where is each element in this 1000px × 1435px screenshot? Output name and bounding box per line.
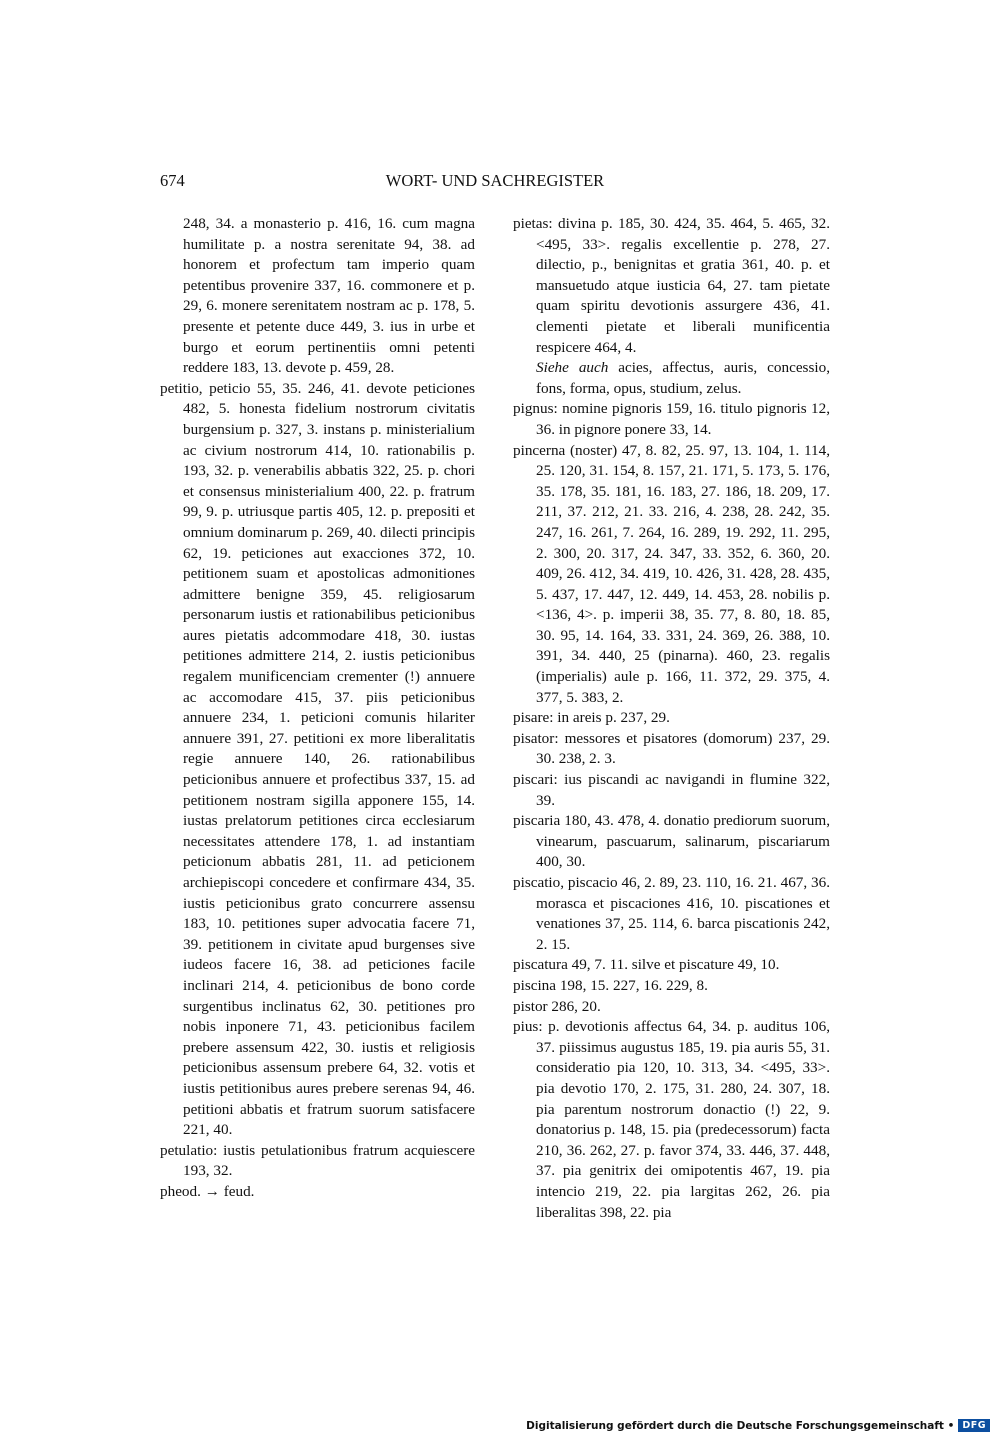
see-also-entry bbox=[513, 358, 830, 399]
footer bbox=[526, 1419, 990, 1432]
index-entry: pius: p. devotionis affectus 64, 34. p. auditus 106, 37. piissimus augustus 185, 19. pia auris 55, 31. consideratio pia 120, 10. 313, 34. <495, 33>. pia devotio 170, 2. 175, 31. 280, 24. 307, 18. pia parentum nostrorum donactio (!) 22, 9. donatorius p. 148, 15. pia (predecessorum) facta 210, 36. 262, 27. p. favor 374, 33. 446, 37. 448, 37. pia genitrix dei omipotentis 467, 19. pia intencio 219, 22. pia largitas 262, 26. pia liberalitas 398, 22. pia bbox=[513, 1018, 830, 1221]
left-column bbox=[160, 214, 475, 1203]
index-entry: pisator: messores et pisatores (domorum) 237, 29. 30. 238, 2. 3. bbox=[513, 729, 830, 768]
index-entry: piscaria 180, 43. 478, 4. donatio prediorum suorum, vinearum, pascuarum, salinarum, piscariarum 400, 30. bbox=[513, 812, 830, 871]
index-entry-continuation: 248, 34. a monasterio p. 416, 16. cum magna humilitate p. a nostra serenitate 94, 38. ad honorem et profectum tam imperio quam petentibus provenire 337, 16. commonere et p. 29, 6. monere serenitatem nostram ac p. 178, 5. presente et petente duce 449, 3. ius in urbe et burgo et eorum pertinentiis omni petenti reddere 183, 13. devote p. 459, 28. bbox=[183, 215, 475, 377]
index-entry: piscatio, piscacio 46, 2. 89, 23. 110, 16. 21. 467, 36. morasca et piscaciones 416, 10. piscationes et venationes 37, 25. 114, 6. barca piscationis 242, 2. 15. bbox=[513, 874, 830, 953]
index-entry: petitio, peticio 55, 35. 246, 41. devote peticiones 482, 5. honesta fidelium nostrorum civitatis burgensium p. 327, 3. instans p. ministerialium ac civium nostrorum 414, 10. rationabilis p. 193, 32. p. venerabilis abbatis 322, 25. p. chori et consensus ministerialium 400, 22. p. fratrum 99, 9. p. utriusque partis 405, 12. p. prepositi et omnium dominarum p. 269, 40. dilecti principis 62, 19. peticiones aut exacciones 372, 10. petitionem suam et apostolicas admonitiones admittere benigne 359, 45. religiosarum personarum iustis et rationabilibus peticionibus aures pietatis adcommodare 418, 30. iustas petitiones admittere 214, 2. iustis peticionibus regalem munificenciam crementer (!) annuere ac accomodare 415, 37. piis peticionibus annuere 234, 1. peticioni comunis hilariter annuere 391, 27. petitioni ex more liberalitatis regie annuere 140, 26. rationabilibus peticionibus annuere et profectibus 337, 15. ad petitionem nostram sigilla apponere 155, 14. iustas prelatorum petitiones circa ecclesiarum necessitates attendere 178, 1. ad instantiam peticionum abbatis 281, 11. ad peticionem archiepiscopi concedere et confirmare 434, 35. iustis peticionibus grato concurrere assensu 183, 10. petitiones super advocatia facere 71, 39. petitionem in civitate apud burgenses sive iudeos facere 16, 38. ad peticiones facile inclinari 214, 4. peticionibus de bono corde surgentibus inclinatus 62, 30. petitiones pro nobis inponere 71, 43. peticionibus facilem prebere assensum 422, 30. iustis et religiosis peticionibus assensum prebere 64, 32. votis et iustis petitionibus aures prebere serenas 94, 46. petitioni abbatis et fratrum suorum satisfacere 221, 40. bbox=[160, 379, 475, 1139]
running-head: WORT- UND SACHREGISTER bbox=[385, 171, 605, 190]
page-number: 674 bbox=[160, 171, 185, 190]
footer-text: Digitalisierung gefördert durch die Deutsche Forschungsgemeinschaft • bbox=[526, 1419, 955, 1432]
dfg-logo: DFG bbox=[958, 1419, 990, 1432]
index-entry: petulatio: iustis petulationibus fratrum acquiescere 193, 32. bbox=[160, 1141, 475, 1180]
index-entry: piscari: ius piscandi ac navigandi in flumine 322, 39. bbox=[513, 771, 830, 809]
see-also-text: acies, affectus, auris, concessio, fons, forma, opus, studium, zelus. bbox=[536, 359, 830, 397]
index-entry: piscatura 49, 7. 11. silve et piscature 49, 10. bbox=[513, 956, 780, 974]
index-entry: pistor 286, 20. bbox=[513, 997, 601, 1015]
right-column bbox=[513, 214, 830, 1223]
index-entry: piscina 198, 15. 227, 16. 229, 8. bbox=[513, 976, 708, 994]
index-entry: pisare: in areis p. 237, 29. bbox=[513, 709, 670, 727]
index-entry: pheod. → feud. bbox=[160, 1182, 255, 1200]
index-entry: pincerna (noster) 47, 8. 82, 25. 97, 13. 104, 1. 114, 25. 120, 31. 154, 8. 157, 21. 171, 5. 173, 5. 176, 35. 178, 35. 181, 16. 183, 27. 186, 18. 209, 17. 211, 37. 212, 21. 33. 216, 4. 238, 28. 242, 35. 247, 16. 261, 7. 264, 16. 289, 19. 292, 11. 295, 2. 300, 20. 317, 24. 347, 33. 352, 6. 360, 20. 409, 26. 412, 34. 419, 10. 426, 31. 428, 28. 435, 5. 437, 17. 447, 12. 449, 14. 453, 28. nobilis p. <136, 4>. p. imperii 38, 35. 77, 8. 80, 18. 85, 30. 95, 14. 164, 33. 331, 24. 369, 26. 388, 10. 391, 34. 440, 25 (pinarna). 460, 23. regalis (imperialis) aule p. 166, 11. 372, 29. 375, 4. 377, 5. 383, 2. bbox=[513, 441, 830, 706]
index-entry: pietas: divina p. 185, 30. 424, 35. 464, 5. 465, 32. <495, 33>. regalis excellentie p. 278, 27. dilectio, p., benignitas et gratia 361, 40. p. et mansuetudo atque iusticia 64, 27. tam pietate quam spiritu devotionis assurgere 436, 41. clementi pietate et liberali munificentia respicere 464, 4. bbox=[513, 215, 830, 356]
index-entry: pignus: nomine pignoris 159, 16. titulo pignoris 12, 36. in pignore ponere 33, 14. bbox=[513, 400, 830, 438]
see-also-label: Siehe auch bbox=[536, 359, 609, 377]
